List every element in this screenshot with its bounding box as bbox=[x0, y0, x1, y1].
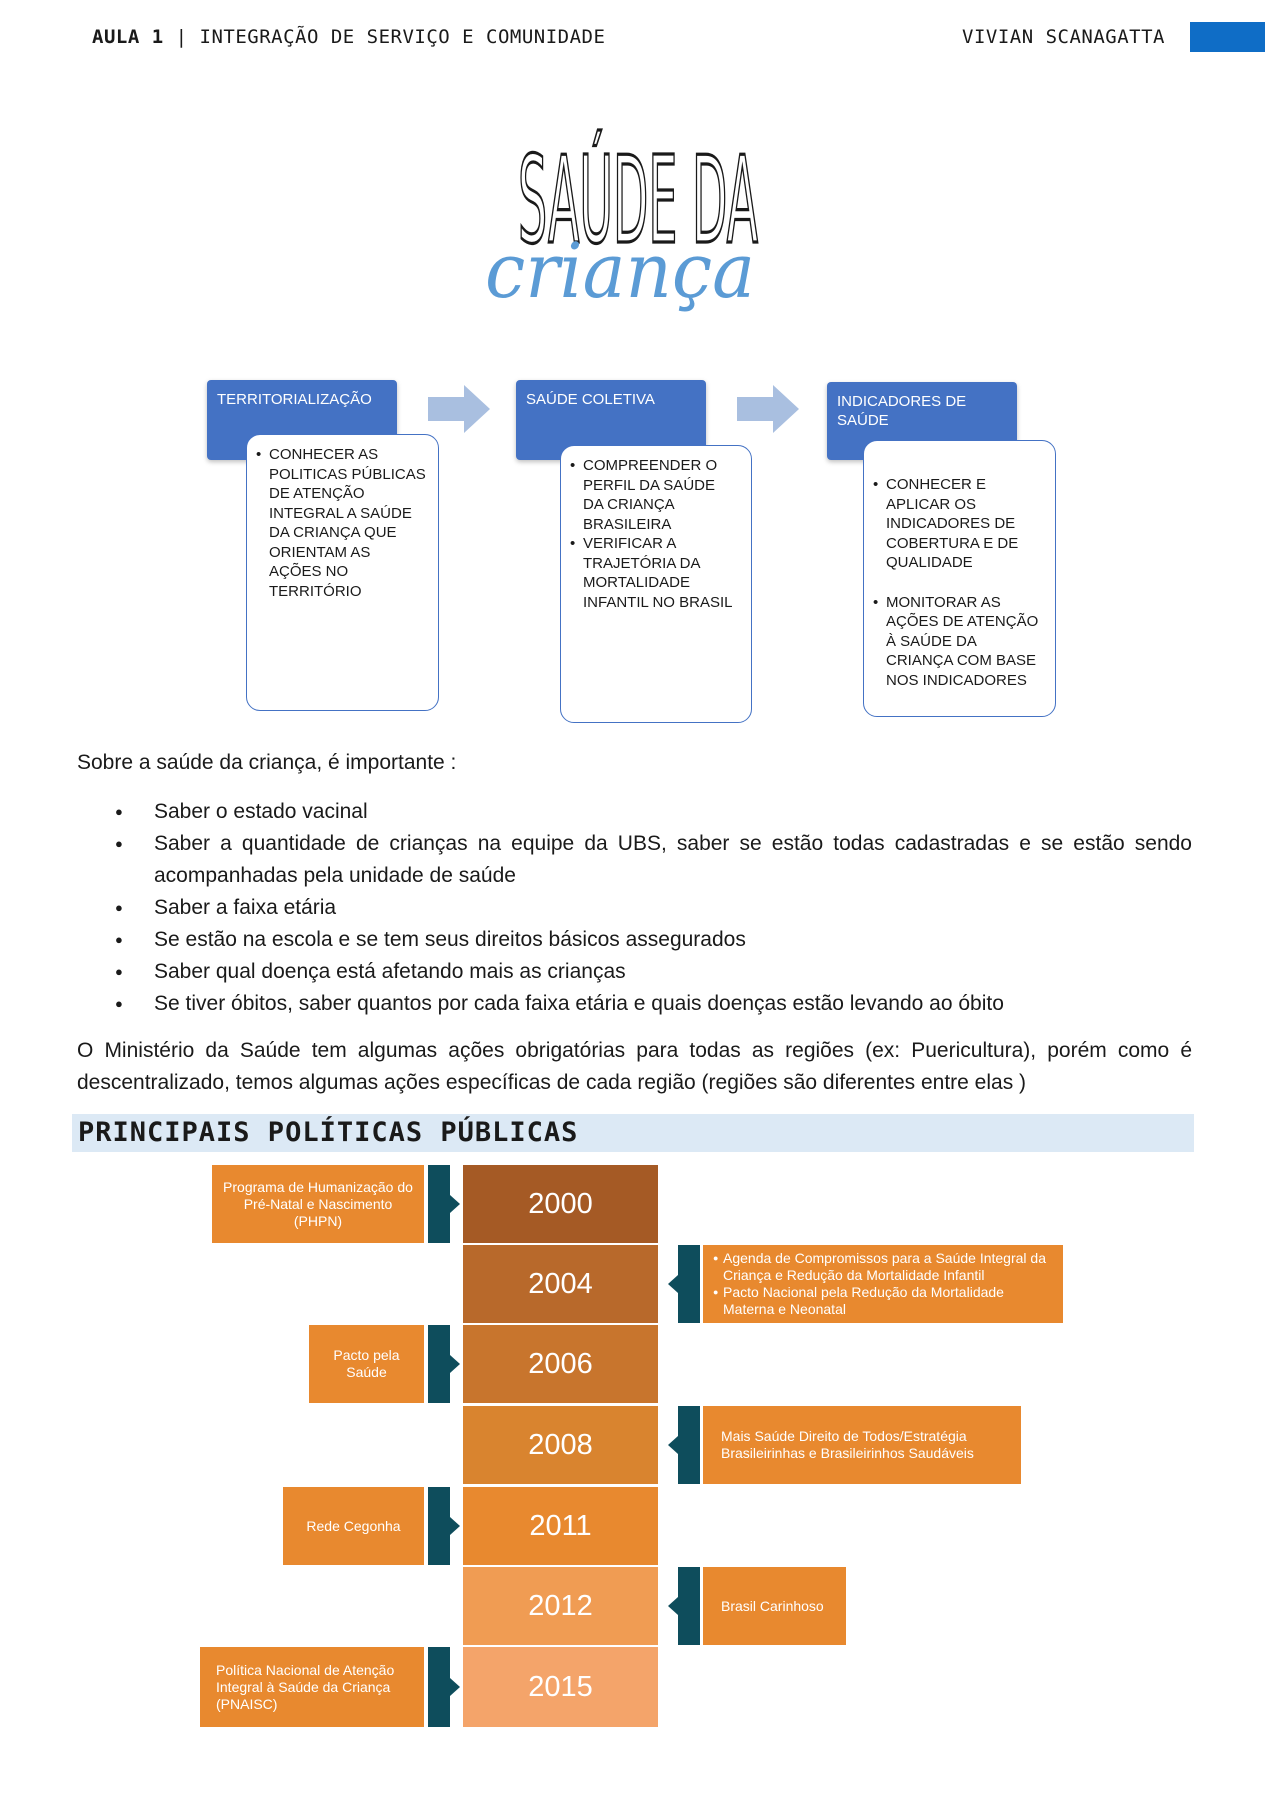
title-graphic bbox=[460, 82, 820, 342]
timeline-sub-item: ● Pacto Nacional pela Redução da Mortalidade Materna e Neonatal bbox=[713, 1284, 1053, 1318]
header-author: VIVIAN SCANAGATTA bbox=[962, 26, 1165, 48]
list-item: ● Saber a quantidade de crianças na equipe da UBS, saber se estão todas cadastradas e se estão sendo acompanhadas pela unidade de saúde bbox=[77, 828, 1192, 892]
pointer-left-icon bbox=[668, 1597, 678, 1615]
timeline-connector bbox=[428, 1325, 450, 1403]
timeline-year: 2011 bbox=[463, 1487, 658, 1565]
timeline-year: 2004 bbox=[463, 1245, 658, 1323]
importance-list bbox=[77, 796, 1192, 1020]
timeline-connector bbox=[428, 1165, 450, 1243]
title-line2: criança bbox=[485, 226, 755, 315]
section-title: PRINCIPAIS POLÍTICAS PÚBLICAS bbox=[78, 1117, 579, 1148]
list-item: ● Saber a faixa etária bbox=[77, 892, 1192, 924]
header-separator: | bbox=[175, 26, 188, 48]
list-item: ● Se tiver óbitos, saber quantos por cada faixa etária e quais doenças estão levando ao óbito bbox=[77, 988, 1192, 1020]
header-aula: AULA 1 bbox=[92, 26, 164, 48]
flow-head-territorializacao: TERRITORIALIZAÇÃO bbox=[207, 380, 397, 460]
header-accent-bar bbox=[1190, 22, 1265, 52]
timeline-label-agenda bbox=[703, 1245, 1063, 1323]
title-line1: SAÚDE DA bbox=[518, 130, 758, 271]
flow-box-indicadores bbox=[863, 440, 1056, 717]
flow-item: • COMPREENDER O PERFIL DA SAÚDE DA CRIANÇA BRASILEIRA bbox=[583, 456, 739, 534]
flow-box-saude-coletiva bbox=[560, 445, 752, 723]
ministry-paragraph: O Ministério da Saúde tem algumas ações obrigatórias para todas as regiões (ex: Puericultura), porém como é descentralizado, temos algumas ações específicas de cada região (regiões são diferentes entre elas ) bbox=[77, 1039, 1192, 1094]
flow-item: • MONITORAR AS AÇÕES DE ATENÇÃO À SAÚDE DA CRIANÇA COM BASE NOS INDICADORES bbox=[886, 593, 1043, 691]
pointer-left-icon bbox=[668, 1275, 678, 1293]
list-item: ● Saber qual doença está afetando mais as crianças bbox=[77, 956, 1192, 988]
timeline-label-mais-saude: Mais Saúde Direito de Todos/Estratégia Brasileirinhas e Brasileirinhos Saudáveis bbox=[703, 1406, 1021, 1484]
timeline-year: 2008 bbox=[463, 1406, 658, 1484]
timeline-connector bbox=[428, 1647, 450, 1727]
flow-box-territorializacao bbox=[246, 434, 439, 711]
right-arrow-icon bbox=[428, 385, 490, 433]
timeline-connector bbox=[678, 1406, 700, 1484]
pointer-right-icon bbox=[450, 1517, 460, 1535]
flow-item: • CONHECER E APLICAR OS INDICADORES DE COBERTURA E DE QUALIDADE bbox=[886, 475, 1043, 573]
timeline-connector bbox=[428, 1487, 450, 1565]
timeline-year: 2000 bbox=[463, 1165, 658, 1243]
intro-text: Sobre a saúde da criança, é importante : bbox=[77, 751, 457, 774]
list-item: ● Saber o estado vacinal bbox=[77, 796, 1192, 828]
pointer-right-icon bbox=[450, 1195, 460, 1213]
flow-item: • CONHECER AS POLITICAS PÚBLICAS DE ATENÇÃO INTEGRAL A SAÚDE DA CRIANÇA QUE ORIENTAM AS AÇÕES NO TERRITÓRIO bbox=[269, 445, 426, 601]
header-course-name: INTEGRAÇÃO DE SERVIÇO E COMUNIDADE bbox=[199, 26, 606, 48]
section-header bbox=[72, 1114, 1194, 1152]
timeline-label-pacto: Pacto pela Saúde bbox=[309, 1325, 424, 1403]
right-arrow-icon bbox=[737, 385, 799, 433]
flow-head-indicadores: INDICADORES DE SAÚDE bbox=[827, 382, 1017, 460]
timeline-label-brasil-carinhoso: Brasil Carinhoso bbox=[703, 1567, 846, 1645]
timeline-sub-item: ● Agenda de Compromissos para a Saúde Integral da Criança e Redução da Mortalidade Infantil bbox=[713, 1250, 1053, 1284]
flow-head-saude-coletiva: SAÚDE COLETIVA bbox=[516, 380, 706, 460]
timeline-connector bbox=[678, 1567, 700, 1645]
timeline-connector bbox=[678, 1245, 700, 1323]
pointer-right-icon bbox=[450, 1355, 460, 1373]
timeline-year: 2015 bbox=[463, 1647, 658, 1727]
pointer-left-icon bbox=[668, 1436, 678, 1454]
timeline-label-phpn: Programa de Humanização do Pré-Natal e Nascimento (PHPN) bbox=[212, 1165, 424, 1243]
header-course bbox=[92, 26, 605, 48]
flow-item: • VERIFICAR A TRAJETÓRIA DA MORTALIDADE INFANTIL NO BRASIL bbox=[583, 534, 739, 612]
pointer-right-icon bbox=[450, 1678, 460, 1696]
timeline-label-pnaisc: Política Nacional de Atenção Integral à Saúde da Criança (PNAISC) bbox=[200, 1647, 424, 1727]
list-item: ● Se estão na escola e se tem seus direitos básicos assegurados bbox=[77, 924, 1192, 956]
timeline-label-rede-cegonha: Rede Cegonha bbox=[283, 1487, 424, 1565]
timeline-year: 2006 bbox=[463, 1325, 658, 1403]
timeline-year: 2012 bbox=[463, 1567, 658, 1645]
